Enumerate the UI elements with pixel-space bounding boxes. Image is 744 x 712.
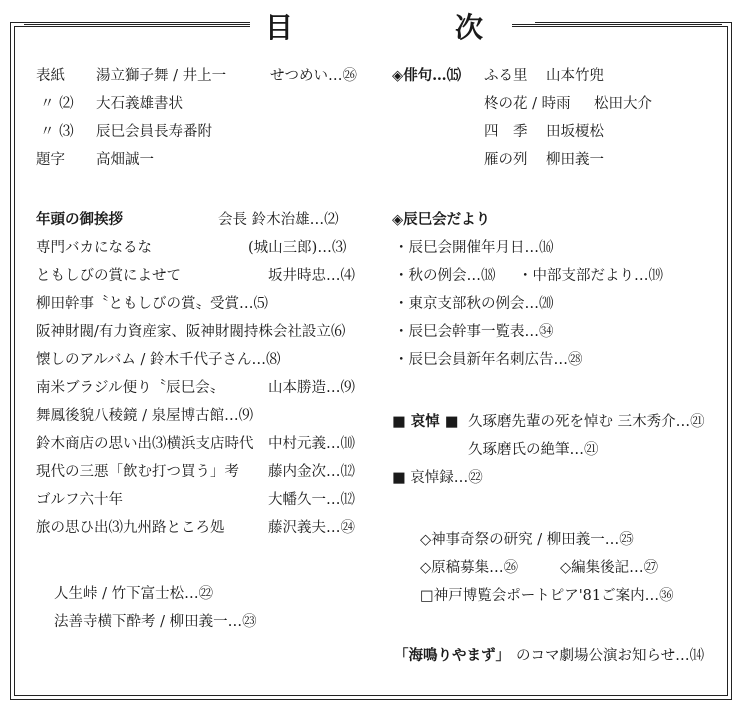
- article-4-title: 柳田幹事〝ともしびの賞〟受賞…⑸: [36, 296, 268, 312]
- article-10-title: 現代の三悪「飲む打つ買う」考: [36, 464, 239, 480]
- article-2-author: (城山三郎)…⑶: [248, 240, 347, 256]
- cover-note: せつめい…㉖: [270, 68, 357, 84]
- article-7-title: 南米ブラジル便り〝辰巳会〟: [36, 380, 225, 396]
- title-rule-left: [24, 24, 250, 27]
- article-7-author: 山本勝造…⑼: [268, 380, 355, 396]
- mourning-2: 久琢磨氏の絶筆…㉑: [468, 442, 599, 458]
- article-5-title: 阪神財閥/有力資産家、阪神財閥持株会社設立⑹: [36, 324, 346, 340]
- article-2-title: 専門バカになるな: [36, 240, 152, 256]
- haiku-4-title: 雁の列: [484, 152, 528, 168]
- article-10-author: 藤内金次…⑿: [268, 464, 355, 480]
- article-3-author: 坂井時忠…⑷: [268, 268, 355, 284]
- article-11-title: ゴルフ六十年: [36, 492, 123, 508]
- title-calligraphy-label: 題字: [36, 152, 65, 168]
- misc-1: ◇神事奇祭の研究 / 柳田義一…㉕: [420, 532, 634, 548]
- misc-2: ◇原稿募集…㉖: [420, 560, 519, 576]
- misc-2b: ◇編集後記…㉗: [560, 560, 659, 576]
- extra-1: 人生峠 / 竹下富士松…㉒: [54, 586, 214, 602]
- news-4: ・辰巳会幹事一覧表…㉞: [394, 324, 554, 340]
- haiku-3-author: 田坂榎松: [546, 124, 604, 140]
- haiku-heading: ◈俳句…⒂: [392, 67, 462, 84]
- article-8-title: 舞鳳後貌八稜鏡 / 泉屋博古館…⑼: [36, 408, 254, 424]
- article-12-title: 旅の思ひ出⑶九州路ところ処: [36, 520, 225, 536]
- footer-rest: のコマ劇場公演お知らせ…⒁: [516, 648, 705, 664]
- news-3: ・東京支部秋の例会…⒇: [394, 296, 554, 312]
- mourning-1: 久琢磨先輩の死を悼む 三木秀介…㉑: [468, 414, 705, 430]
- news-5: ・辰巳会員新年名刺広告…㉘: [394, 352, 583, 368]
- mourning-heading: ■ 哀悼 ■: [392, 413, 459, 430]
- extra-2: 法善寺横下酔考 / 柳田義一…㉓: [54, 614, 257, 630]
- article-9-title: 鈴木商店の思い出⑶横浜支店時代: [36, 436, 254, 452]
- article-9-author: 中村元義…⑽: [268, 436, 355, 452]
- haiku-2-author: 松田大介: [594, 96, 652, 112]
- news-2b: ・中部支部だより…⒆: [518, 268, 663, 284]
- title-char-1: 目: [265, 11, 294, 44]
- title-char-2: 次: [455, 11, 484, 44]
- news-2: ・秋の例会…⒅: [394, 268, 496, 284]
- article-1-title: 年頭の御挨拶: [36, 211, 123, 228]
- haiku-4-author: 柳田義一: [546, 152, 604, 168]
- cover-3-label: 〃 ⑶: [40, 124, 74, 140]
- mourning-record: ■ 哀悼録…㉒: [392, 470, 483, 486]
- article-6-title: 懐しのアルバム / 鈴木千代子さん…⑻: [36, 352, 281, 368]
- misc-3: □神戸博覧会ポートピア'81ご案内…㊱: [420, 588, 674, 604]
- cover-label: 表紙: [36, 68, 65, 84]
- haiku-2-title: 柊の花 / 時雨: [484, 96, 571, 112]
- title-calligraphy-text: 高畑誠一: [96, 152, 154, 168]
- footer-bold: 「海鳴りやまず」: [394, 647, 510, 664]
- article-3-title: ともしびの賞によせて: [36, 268, 181, 284]
- article-1-author: 会長 鈴木治雄…⑵: [218, 212, 339, 228]
- cover-2-text: 大石義雄書状: [96, 96, 183, 112]
- cover-3-text: 辰巳会員長寿番附: [96, 124, 212, 140]
- cover-text: 湯立獅子舞 / 井上一: [96, 68, 227, 84]
- article-12-author: 藤沢義夫…㉔: [268, 520, 355, 536]
- news-1: ・辰巳会開催年月日…⒃: [394, 240, 554, 256]
- haiku-1-author: 山本竹兜: [546, 68, 604, 84]
- news-heading: ◈辰巳会だより: [392, 211, 491, 228]
- title-rule-right: [512, 24, 722, 27]
- haiku-3-title: 四 季: [484, 124, 528, 140]
- article-11-author: 大幡久一…⑿: [268, 492, 355, 508]
- cover-2-label: 〃 ⑵: [40, 96, 74, 112]
- haiku-1-title: ふる里: [484, 68, 528, 84]
